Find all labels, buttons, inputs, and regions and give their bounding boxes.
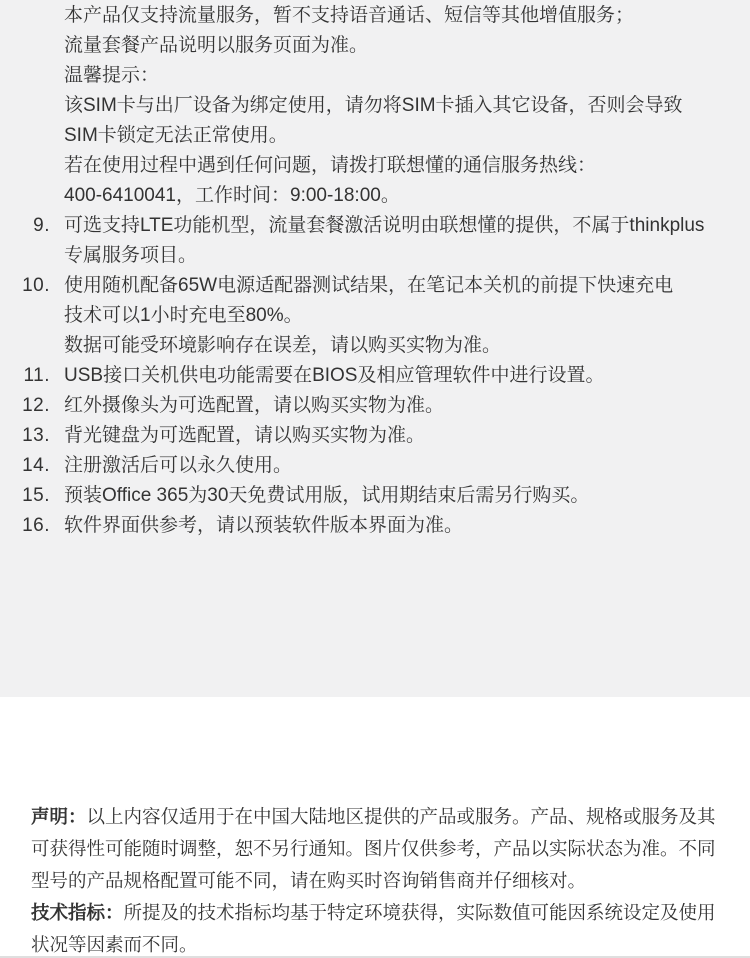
note-line (0, 121, 750, 151)
note-text: 红外摄像头为可选配置，请以购买实物为准。 (64, 395, 445, 416)
disclaimer-line: 状况等因素而不同。 (31, 934, 198, 955)
disclaimer-label: 技术指标： (31, 902, 124, 923)
note-text: 流量套餐产品说明以服务页面为准。 (64, 35, 369, 56)
disclaimer-section (0, 697, 750, 958)
note-text: USB接口关机供电功能需要在BIOS及相应管理软件中进行设置。 (64, 365, 605, 386)
note-line (0, 481, 750, 511)
note-number: 10. (22, 275, 50, 296)
note-line (0, 451, 750, 481)
note-text: SIM卡锁定无法正常使用。 (64, 125, 288, 146)
note-line (0, 301, 750, 331)
note-number: 16. (22, 515, 50, 536)
note-text: 可选支持LTE功能机型，流量套餐激活说明由联想懂的提供，不属于thinkplus (64, 215, 705, 236)
note-line (0, 271, 750, 301)
note-text: 预装Office 365为30天免费试用版，试用期结束后需另行购买。 (64, 485, 590, 506)
note-line (0, 181, 750, 211)
note-text: 温馨提示： (64, 65, 160, 86)
note-line (0, 61, 750, 91)
disclaimer-line: 可获得性可能随时调整，恕不另行通知。图片仅供参考，产品以实际状态为准。不同 (31, 838, 716, 859)
note-line (0, 31, 750, 61)
note-number: 14. (22, 455, 50, 476)
note-text: 注册激活后可以永久使用。 (64, 455, 293, 476)
note-line (0, 331, 750, 361)
note-number: 15. (22, 485, 50, 506)
note-number: 11. (23, 365, 50, 386)
note-line (0, 1, 750, 31)
note-number: 13. (22, 425, 50, 446)
note-number: 9. (33, 215, 50, 236)
note-line (0, 391, 750, 421)
disclaimer-line: 型号的产品规格配置可能不同，请在购买时咨询销售商并仔细核对。 (31, 870, 587, 891)
note-text: 本产品仅支持流量服务，暂不支持语音通话、短信等其他增值服务； (64, 5, 635, 26)
note-text: 专属服务项目。 (64, 245, 198, 266)
note-line (0, 211, 750, 241)
note-line (0, 421, 750, 451)
note-text: 若在使用过程中遇到任何问题，请拨打联想懂的通信服务热线： (64, 155, 597, 176)
note-text: 使用随机配备65W电源适配器测试结果，在笔记本关机的前提下快速充电 (64, 275, 674, 296)
note-text: 400-6410041，工作时间：9:00-18:00。 (64, 185, 400, 206)
notes-list (0, 1, 750, 541)
note-text: 背光键盘为可选配置，请以购买实物为准。 (64, 425, 426, 446)
note-text: 数据可能受环境影响存在误差，请以购买实物为准。 (64, 335, 502, 356)
note-text: 技术可以1小时充电至80%。 (64, 305, 303, 326)
disclaimer-line: 技术指标：所提及的技术指标均基于特定环境获得，实际数值可能因系统设定及使用 (31, 902, 716, 923)
note-text: 软件界面供参考，请以预装软件版本界面为准。 (64, 515, 464, 536)
note-line (0, 361, 750, 391)
note-line (0, 151, 750, 181)
note-line (0, 511, 750, 541)
note-text: 该SIM卡与出厂设备为绑定使用，请勿将SIM卡插入其它设备，否则会导致 (64, 95, 683, 116)
note-line (0, 91, 750, 121)
note-number: 12. (22, 395, 50, 416)
disclaimer-lines (31, 801, 716, 958)
disclaimer-label: 声明： (31, 806, 87, 827)
disclaimer-line: 声明：以上内容仅适用于在中国大陆地区提供的产品或服务。产品、规格或服务及其 (31, 806, 716, 827)
note-line (0, 241, 750, 271)
